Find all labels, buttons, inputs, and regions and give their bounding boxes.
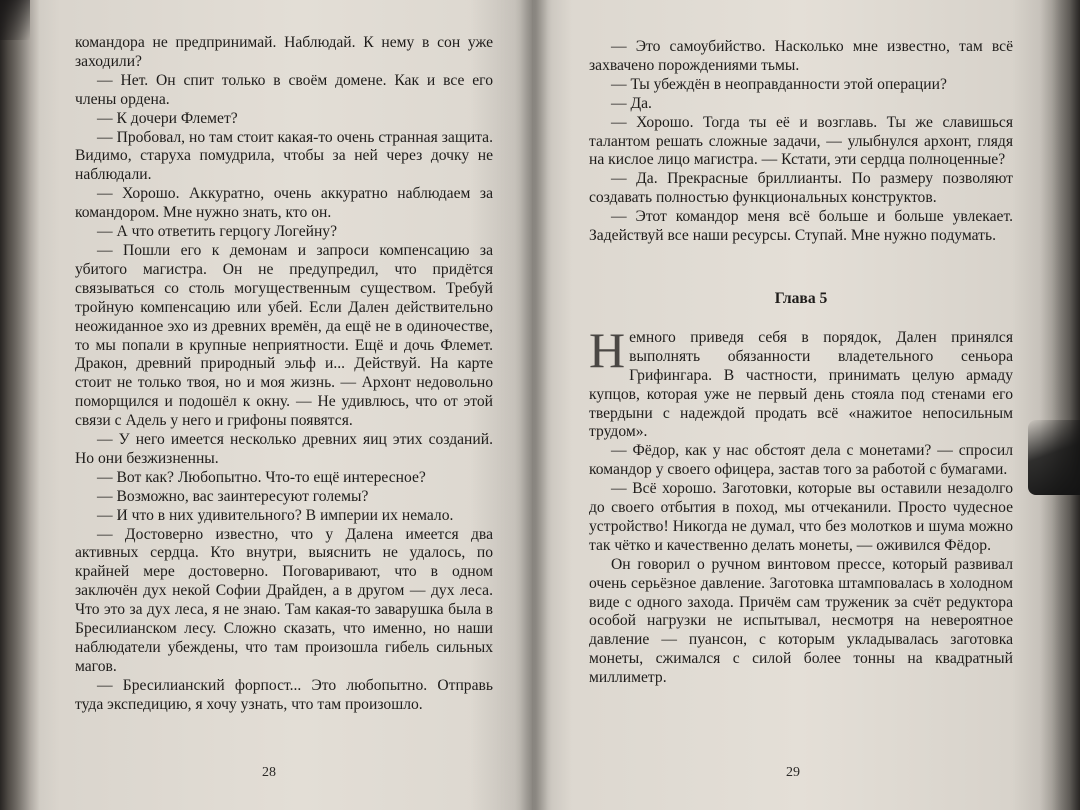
paragraph: — Да. Прекрасные бриллианты. По размеру позволяют создавать полностью функциональных конструктов. xyxy=(589,170,1013,207)
paragraph: — Достоверно известно, что у Далена имеется два активных сердца. Кто внутри, выяснить не удалось, по крайней мере достоверно. Поговаривают, что в одном заключён дух некой Софии Драйден, а в другом — дух леса. Что это за дух леса, я не знаю. Там какая-то заварушка была в Бресилианском лесу. Сложно сказать, что именно, но наши наблюдатели убеждены, что там произошла гибель сильных магов. xyxy=(75,525,493,675)
paragraph: — Всё хорошо. Заготовки, которые вы оставили незадолго до своего отбытия в поход, мы отчеканили. Просто чудесное устройство! Никогда не думал, что без молотков и шума можно так чётко и качественно делать монеты, — оживился Фёдор. xyxy=(589,480,1013,554)
paragraph: — Пошли его к демонам и запроси компенсацию за убитого магистра. Он не предупредил, что придётся связываться со столь могущественным существом. Требуй тройную компенсацию или убей. Если Дален действительно неожиданное эхо из древних времён, да ещё не в одиночестве, то мы попали в крупные неприятности. Ещё и дочь Флемет. Дракон, древний природный эльф и... Действуй. На карте стоит не только твоя, но и моя жизнь. — Архонт недовольно поморщился и подошёл к окну. — Не удивлюсь, что от этой связи с Адель у него и грифоны появятся. xyxy=(75,241,493,430)
paragraph: — Вот как? Любопытно. Что-то ещё интересное? xyxy=(97,468,426,486)
paragraph: Он говорил о ручном винтовом прессе, который развивал очень серьёзное давление. Заготовка штамповалась в холодном виде с одного захода. Причём сам труженик за счёт редуктора особой нагрузки не испытывал, несмотря на невероятное давление — пуансон, с которым укладывалась заготовка монеты, сжимался с силой более тонны на квадратный миллиметр. xyxy=(589,555,1013,687)
paragraph: — Хорошо. Аккуратно, очень аккуратно наблюдаем за командором. Мне нужно знать, кто он. xyxy=(75,185,493,222)
drop-cap: Н xyxy=(589,321,626,378)
paragraph: — К дочери Флемет? xyxy=(97,109,238,127)
paragraph: — У него имеется несколько древних яиц этих созданий. Но они безжизненны. xyxy=(75,431,493,467)
chapter-first-paragraph-text: емного приведя себя в порядок, Дален принялся выполнять обязанности владетельного сеньора Грифингара. В частности, принимать целую армаду купцов, которая уже не первый день стояла под стенами его твердыни с надеждой продать всё «нажитое непосильным трудом». xyxy=(589,328,1013,441)
paragraph: — Этот командор меня всё больше и больше увлекает. Задействуй все наши ресурсы. Ступай. Мне нужно подумать. xyxy=(589,208,1013,245)
paragraph: — Пробовал, но там стоит какая-то очень странная защита. Видимо, старуха помудрила, чтобы за ней через дочку не наблюдали. xyxy=(75,128,493,184)
paragraph: — Нет. Он спит только в своём домене. Как и все его члены ордена. xyxy=(75,71,493,108)
paragraph: — Это самоубийство. Насколько мне известно, там всё захвачено порождениями тьмы. xyxy=(589,38,1013,74)
paragraph: — Да. xyxy=(611,94,652,112)
chapter-title: Глава 5 xyxy=(774,289,828,307)
right-page xyxy=(532,0,1080,810)
left-page xyxy=(0,0,532,810)
right-page-text xyxy=(589,38,1013,688)
chapter-first-paragraph xyxy=(589,321,1013,442)
paragraph: — Фёдор, как у нас обстоят дела с монетами? — спросил командор у своего офицера, застав того за работой с бумагами. xyxy=(589,442,1013,479)
left-page-text xyxy=(75,34,493,715)
paragraph: — И что в них удивительного? В империи их немало. xyxy=(97,506,454,524)
paragraph: — Возможно, вас заинтересуют големы? xyxy=(97,487,369,505)
paragraph: — А что ответить герцогу Логейну? xyxy=(97,223,338,241)
binder-clip xyxy=(1028,420,1080,495)
paragraph: — Хорошо. Тогда ты её и возглавь. Ты же славишься талантом решать сложные задачи, — улыбнулся архонт, глядя на кислое лицо магистра. — Кстати, эти сердца полноценные? xyxy=(589,113,1013,169)
page-number-right: 29 xyxy=(786,765,800,780)
paragraph: командора не предпринимай. Наблюдай. К нему в сон уже заходили? xyxy=(75,34,493,70)
corner-shadow xyxy=(0,0,30,40)
paragraph: — Бресилианский форпост... Это любопытно. Отправь туда экспедицию, я хочу узнать, что там произошло. xyxy=(75,676,493,713)
paragraph: — Ты убеждён в неоправданности этой операции? xyxy=(611,75,947,93)
page-number-left: 28 xyxy=(262,765,276,780)
